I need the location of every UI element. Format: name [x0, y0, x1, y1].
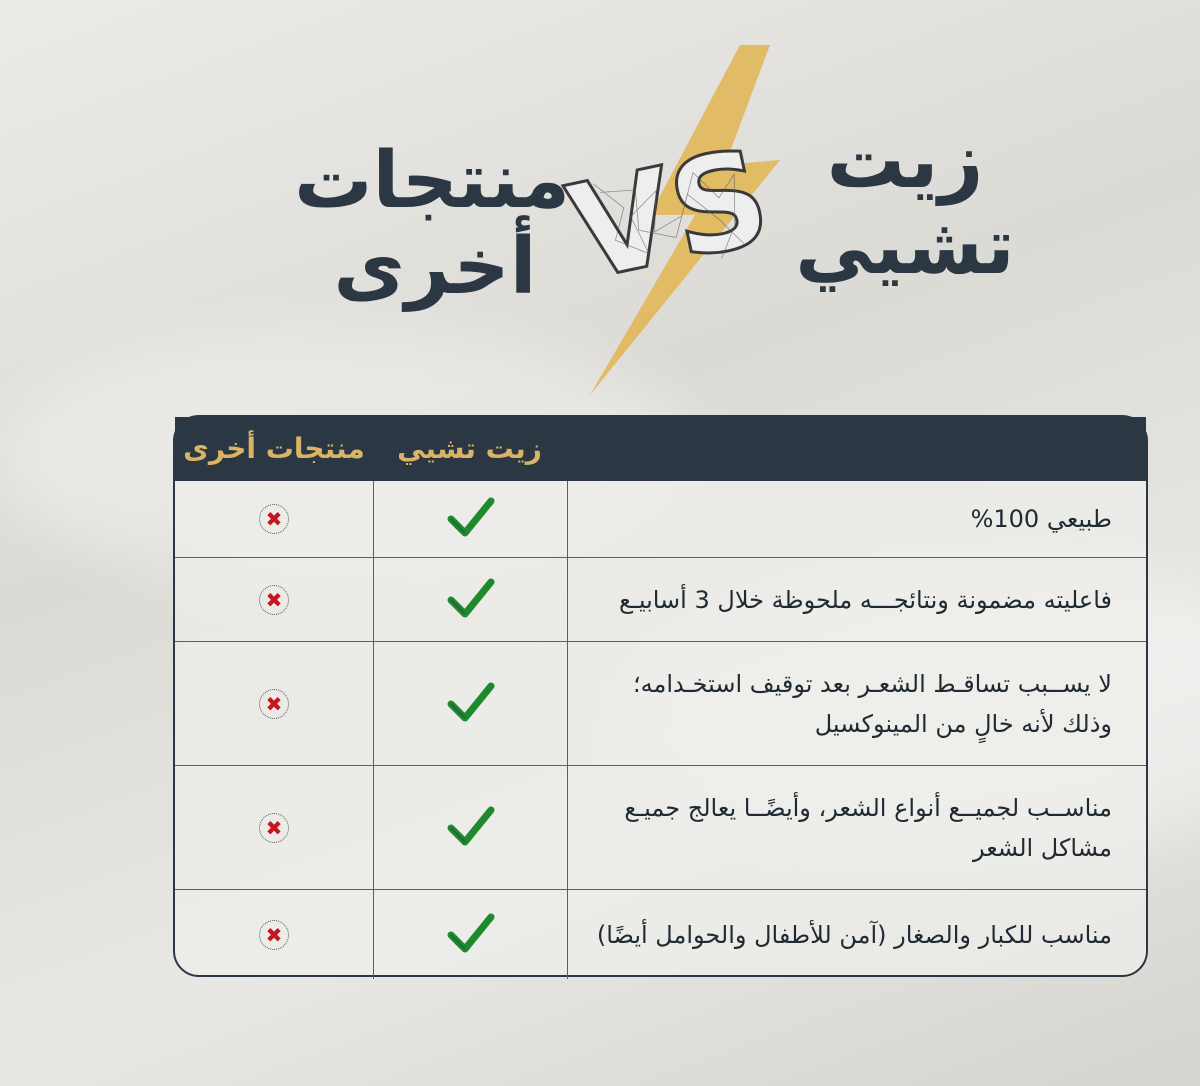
ours-cell — [373, 890, 568, 979]
feature-text: لا يســبب تساقـط الشعـر بعد توقيف استخـدامه؛ وذلك لأنه خالٍ من المينوكسيل — [632, 669, 1112, 738]
brand-title: زيت تشيي — [795, 116, 1015, 292]
feature-text: مناسب للكبار والصغار (آمن للأطفال والحوامل أيضًا) — [596, 920, 1112, 949]
others-cell — [175, 481, 373, 557]
comparison-table — [173, 415, 1148, 977]
others-cell — [175, 642, 373, 765]
column-header-ours: زيت تشيي — [397, 432, 542, 465]
table-row — [175, 557, 1146, 641]
vs-emblem — [556, 119, 782, 312]
column-header-others: منتجات أخرى — [183, 432, 365, 465]
ours-cell — [373, 766, 568, 889]
ours-cell — [373, 642, 568, 765]
ours-cell — [373, 481, 568, 557]
table-row — [175, 889, 1146, 979]
cross-icon: ✖ — [259, 585, 289, 615]
table-header — [175, 417, 1146, 481]
feature-text: مناســب لجميــع أنواع الشعر، وأيضًــا يعالج جميـع مشاكل الشعر — [624, 793, 1112, 862]
others-cell — [175, 766, 373, 889]
check-icon — [447, 911, 495, 959]
others-cell — [175, 890, 373, 979]
cross-icon: ✖ — [259, 920, 289, 950]
feature-text: فاعليته مضمونة ونتائجـــه ملحوظة خلال 3 أسابيـع — [619, 585, 1112, 614]
check-icon — [447, 495, 495, 543]
ours-cell — [373, 558, 568, 641]
others-title: منتجات أخرى — [294, 136, 570, 312]
vs-label: VS — [556, 119, 782, 312]
cross-icon: ✖ — [259, 813, 289, 843]
table-row — [175, 481, 1146, 557]
feature-text: طبيعي 100% — [970, 505, 1112, 533]
table-row — [175, 641, 1146, 765]
table-row — [175, 765, 1146, 889]
cross-icon: ✖ — [259, 689, 289, 719]
check-icon — [447, 804, 495, 852]
cross-icon: ✖ — [259, 504, 289, 534]
others-cell — [175, 558, 373, 641]
check-icon — [447, 576, 495, 624]
check-icon — [447, 680, 495, 728]
